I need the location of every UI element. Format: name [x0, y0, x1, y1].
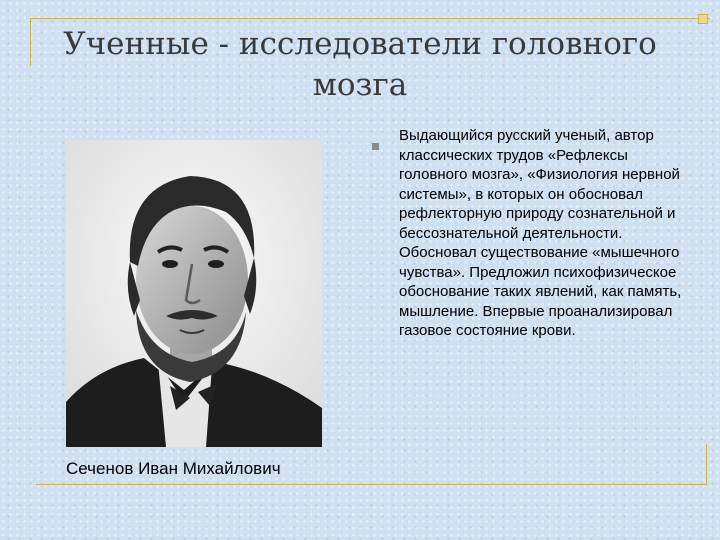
frame-line-top: [30, 18, 710, 19]
portrait-image: [66, 140, 322, 447]
frame-line-left: [30, 18, 31, 66]
bullet-text: Выдающийся русский ученый, автор классических трудов «Рефлексы головного мозга», «Физиология нервной системы», в которых он обосновал рефлекторную природу сознательной и бессознательной деятельности. Обосновал существование «мышечного чувства». Предложил психофизическое обоснование таких явлений, как память, мышление. Впервые проанализировал газовое состояние крови.: [399, 127, 682, 339]
frame-line-bottom: [36, 484, 706, 485]
bullet-marker: [372, 143, 379, 150]
frame-corner-square: [698, 14, 708, 24]
slide-title: Ученные - исследователи головного мозга: [63, 26, 657, 103]
frame-line-right: [706, 444, 707, 485]
portrait-caption: Сеченов Иван Михайлович: [66, 459, 281, 478]
